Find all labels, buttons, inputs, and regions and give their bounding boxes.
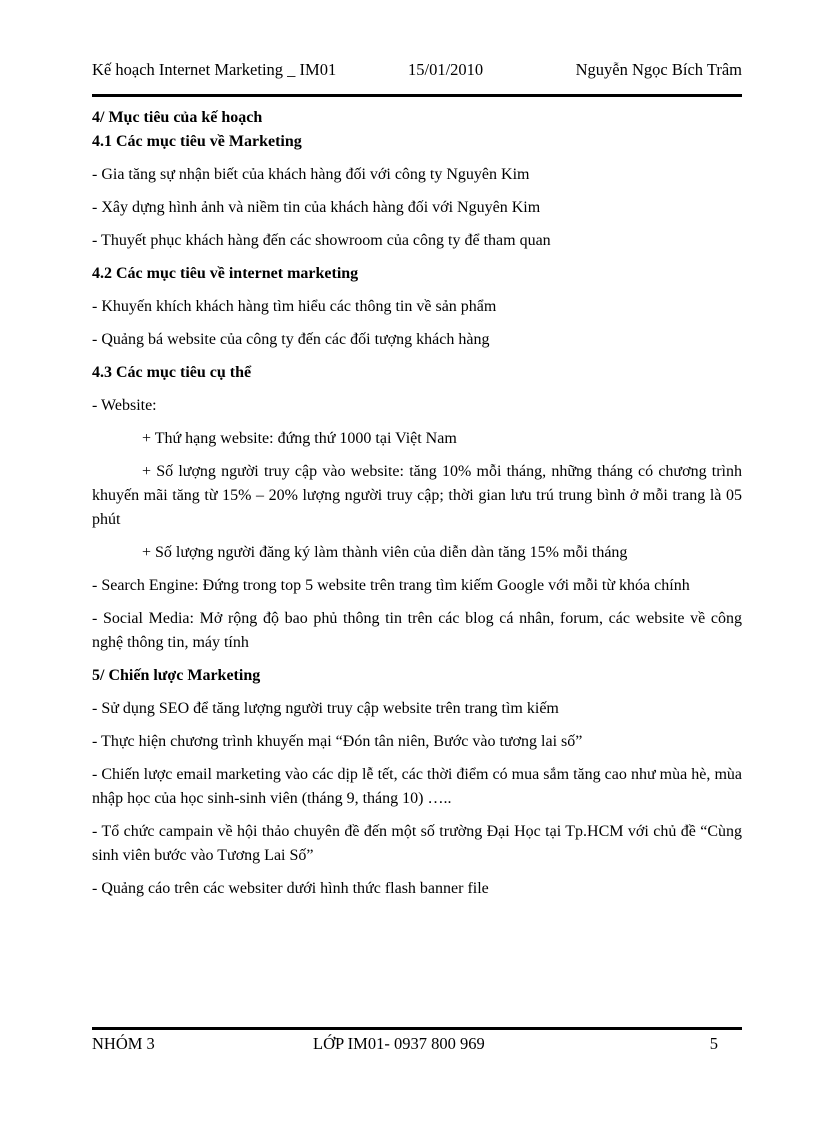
list-item: - Tổ chức campain về hội thảo chuyên đề đến một số trường Đại Học tại Tp.HCM với chủ đề “Cùng sinh viên bước vào Tương Lai Số” — [92, 823, 742, 864]
list-item: - Chiến lược email marketing vào các dịp lễ tết, các thời điểm có mua sắm tăng cao như mùa hè, mùa nhập học của học sinh-sinh viên (tháng 9, tháng 10) ….. — [92, 766, 742, 807]
footer-divider — [92, 1027, 742, 1030]
list-item-search-engine: - Search Engine: Đứng trong top 5 website trên trang tìm kiếm Google với mỗi từ khóa chính — [92, 577, 690, 594]
section-4-2-heading: 4.2 Các mục tiêu về internet marketing — [92, 265, 359, 282]
sub-list-item: + Thứ hạng website: đứng thứ 1000 tại Việt Nam — [142, 430, 457, 447]
header-divider — [92, 94, 742, 97]
page-number: 5 — [709, 1034, 718, 1053]
list-item: - Khuyến khích khách hàng tìm hiểu các thông tin về sản phẩm — [92, 298, 497, 315]
list-item-website: - Website: — [92, 397, 157, 414]
document-body — [92, 106, 742, 901]
page-footer — [92, 1034, 742, 1058]
list-item: - Xây dựng hình ảnh và niềm tin của khách hàng đối với Nguyên Kim — [92, 199, 541, 216]
list-item: - Thực hiện chương trình khuyến mại “Đón tân niên, Bước vào tương lai số” — [92, 733, 583, 750]
section-5-heading: 5/ Chiến lược Marketing — [92, 667, 261, 684]
list-item: - Thuyết phục khách hàng đến các showroom của công ty để tham quan — [92, 232, 551, 249]
sub-list-item: + Số lượng người đăng ký làm thành viên của diễn dàn tăng 15% mỗi tháng — [142, 544, 628, 561]
section-4-3-heading: 4.3 Các mục tiêu cụ thể — [92, 364, 252, 381]
list-item: - Sử dụng SEO để tăng lượng người truy cập website trên trang tìm kiếm — [92, 700, 559, 717]
header-date: 15/01/2010 — [408, 60, 484, 79]
list-item: - Quảng cáo trên các websiter dưới hình thức flash banner file — [92, 880, 489, 897]
list-item: - Quảng bá website của công ty đến các đối tượng khách hàng — [92, 331, 490, 348]
header-author: Nguyễn Ngọc Bích Trâm — [575, 60, 742, 79]
section-4-1-heading: 4.1 Các mục tiêu về Marketing — [92, 133, 302, 150]
list-item: - Gia tăng sự nhận biết của khách hàng đối với công ty Nguyên Kim — [92, 166, 530, 183]
section-4-heading: 4/ Mục tiêu của kế hoạch — [92, 109, 263, 126]
sub-list-item: + Số lượng người truy cập vào website: tăng 10% mỗi tháng, những tháng có chương trình khuyến mãi tăng từ 15% – 20% lượng người truy cập; thời gian lưu trú trung bình ở mỗi trang là 05 phút — [92, 463, 742, 528]
page-header — [92, 60, 742, 84]
footer-class-phone: LỚP IM01- 0937 800 969 — [313, 1034, 485, 1053]
footer-group: NHÓM 3 — [92, 1034, 155, 1053]
list-item-social-media: - Social Media: Mở rộng độ bao phủ thông tin trên các blog cá nhân, forum, các website về công nghệ thông tin, máy tính — [92, 610, 742, 651]
header-title: Kế hoạch Internet Marketing _ IM01 — [92, 60, 337, 79]
